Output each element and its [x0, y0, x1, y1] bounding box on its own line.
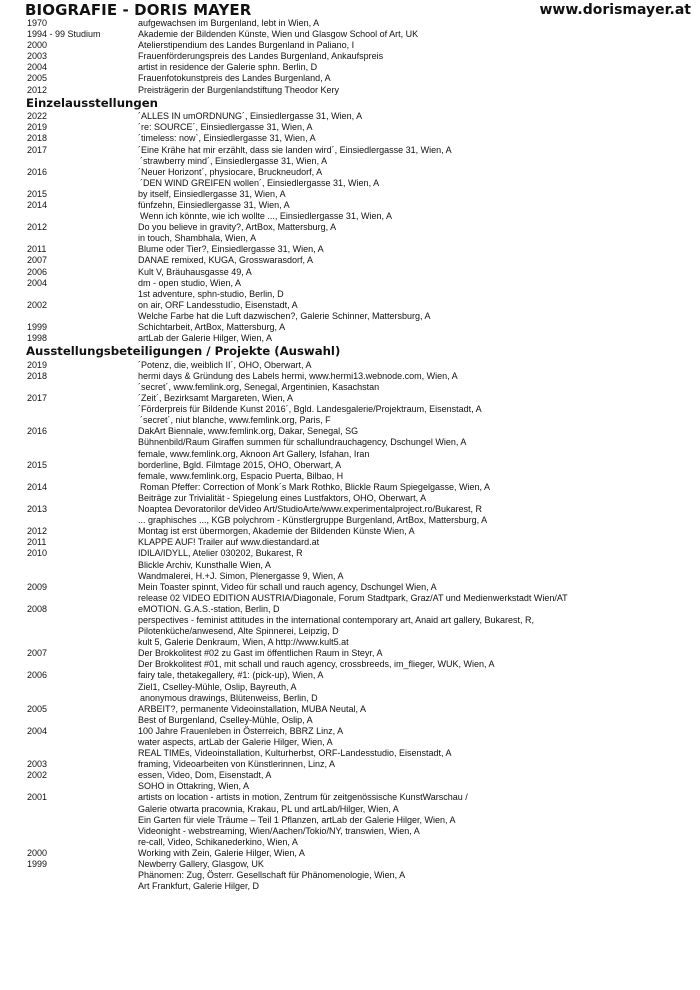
entry-year: 2017 — [27, 144, 48, 155]
list-item — [27, 244, 695, 255]
entry-year: 1994 - 99 Studium — [27, 29, 101, 40]
entry-text: ´Neuer Horizont´, physiocare, Bruckneudorf, A — [138, 166, 323, 177]
entry-text: 100 Jahre Frauenleben in Österreich, BBRZ Linz, A — [138, 725, 344, 736]
entry-text: Noaptea Devoratorilor deVideo Art/StudioArte/www.experimentalproject.ro/Bukarest, R — [138, 504, 483, 515]
entry-text: fairy tale, thetakegallery, #1: (pick-up), Wien, A — [138, 670, 324, 681]
entry-year: 2017 — [27, 393, 48, 404]
list-item — [27, 826, 695, 837]
entry-year: 2001 — [27, 792, 48, 803]
list-item — [27, 859, 695, 870]
list-item — [27, 737, 695, 748]
entry-year: 1999 — [27, 322, 48, 333]
entry-year: 2014 — [27, 481, 48, 492]
biography-content — [27, 18, 695, 892]
entry-text: Welche Farbe hat die Luft dazwischen?, Galerie Schinner, Mattersburg, A — [138, 310, 431, 321]
entry-text: Working with Zein, Galerie Hilger, Wien, A — [138, 847, 305, 858]
entry-text: Frauenfotokunstpreis des Landes Burgenland, A — [138, 73, 331, 84]
entry-text: Der Brokkolitest #02 zu Gast im öffentlichen Raum in Steyr, A — [138, 648, 383, 659]
list-item — [27, 537, 695, 548]
list-item — [27, 460, 695, 471]
entry-year: 2004 — [27, 725, 48, 736]
entry-year: 2016 — [27, 166, 48, 177]
entry-year: 2003 — [27, 51, 48, 62]
list-item — [27, 792, 695, 803]
entry-text: Schichtarbeit, ArtBox, Mattersburg, A — [138, 322, 286, 333]
list-item — [27, 626, 695, 637]
list-item — [27, 548, 695, 559]
entry-text: DakArt Biennale, www.femlink.org, Dakar, Senegal, SG — [138, 426, 359, 437]
list-item — [27, 515, 695, 526]
entry-year: 2007 — [27, 255, 48, 266]
entry-text: Newberry Gallery, Glasgow, UK — [138, 859, 264, 870]
list-item — [27, 693, 695, 704]
section — [27, 344, 695, 892]
entry-text: Kult V, Bräuhausgasse 49, A — [138, 266, 252, 277]
list-item — [27, 482, 695, 493]
entry-text: Wenn ich könnte, wie ich wollte ..., Einsiedlergasse 31, Wien, A — [140, 211, 392, 222]
entry-year: 2006 — [27, 670, 48, 681]
entry-text: Pilotenküche/anwesend, Alte Spinnerei, Leipzig, D — [138, 626, 339, 637]
entry-year: 2000 — [27, 40, 48, 51]
list-item — [27, 815, 695, 826]
list-item — [27, 571, 695, 582]
entry-text: SOHO in Ottakring, Wien, A — [138, 781, 250, 792]
entry-text: ´Zeit´, Bezirksamt Margareten, Wien, A — [138, 393, 294, 404]
entry-text: fünfzehn, Einsiedlergasse 31, Wien, A — [138, 200, 290, 210]
entry-text: dm - open studio, Wien, A — [138, 277, 242, 288]
list-item — [27, 770, 695, 781]
list-item — [27, 582, 695, 593]
entry-text: ´secret´, www.femlink.org, Senegal, Argentinien, Kasachstan — [138, 382, 380, 392]
entry-text: Best of Burgenland, Cselley-Mühle, Oslip, A — [138, 714, 313, 725]
entry-text: Akademie der Bildenden Künste, Wien und Glasgow School of Art, UK — [138, 29, 419, 40]
list-item — [27, 759, 695, 770]
entry-year: 2013 — [27, 504, 48, 515]
list-item — [27, 200, 695, 211]
list-item — [27, 615, 695, 626]
list-item — [27, 837, 695, 848]
entry-year: 1999 — [27, 859, 48, 870]
entry-year: 2012 — [27, 526, 48, 537]
list-item — [27, 604, 695, 615]
list-item — [27, 748, 695, 759]
entry-text: ´DEN WIND GREIFEN wollen´, Einsiedlergasse 31, Wien, A — [140, 177, 380, 188]
entry-text: Beiträge zur Trivialität - Spiegelung eines Lustfaktors, OHO, Oberwart, A — [138, 492, 427, 503]
entry-year: 1998 — [27, 333, 48, 344]
entry-year: 2006 — [27, 266, 48, 277]
entry-text: ´re: SOURCE´, Einsiedlergasse 31, Wien, A — [138, 122, 313, 133]
list-item — [27, 311, 695, 322]
list-item — [27, 881, 695, 892]
list-item — [27, 51, 695, 62]
list-item — [27, 637, 695, 648]
list-item — [27, 289, 695, 300]
list-item — [27, 85, 695, 96]
entry-text: re-call, Video, Schikanederkino, Wien, A — [138, 836, 298, 847]
entry-text: Do you believe in gravity?, ArtBox, Mattersburg, A — [138, 222, 337, 233]
list-item — [27, 73, 695, 84]
list-item — [27, 156, 695, 167]
entry-text: ´timeless: now`, Einsiedlergasse 31, Wien, A — [138, 133, 316, 144]
entry-text: ´Potenz, die, weiblich II´, OHO, Oberwart, A — [138, 359, 312, 370]
list-item — [27, 211, 695, 222]
entry-year: 2012 — [27, 222, 48, 233]
entry-year: 2018 — [27, 370, 48, 381]
list-item — [27, 682, 695, 693]
entry-text: Videonight - webstreaming, Wien/Aachen/Tokio/NY, transwien, Wien, A — [138, 825, 420, 836]
entry-year: 2019 — [27, 122, 48, 133]
entry-text: KLAPPE AUF! Trailer auf www.diestandard.at — [138, 537, 320, 548]
list-item — [27, 504, 695, 515]
list-item — [27, 560, 695, 571]
list-item — [27, 322, 695, 333]
entry-text: Art Frankfurt, Galerie Hilger, D — [138, 881, 260, 892]
list-item — [27, 178, 695, 189]
list-item — [27, 278, 695, 289]
entry-text: in touch, Shambhala, Wien, A — [138, 233, 257, 244]
entry-text: DANAE remixed, KUGA, Grosswarasdorf, A — [138, 255, 314, 266]
entry-year: 2015 — [27, 459, 48, 470]
entry-text: Bühnenbild/Raum Giraffen summen für schallundrauchagency, Dschungel Wien, A — [138, 437, 467, 448]
entry-text: Der Brokkolitest #01, mit schall und rauch agency, crossbreeds, im_flieger, WUK, Wien, A — [138, 659, 495, 670]
entry-year: 2018 — [27, 133, 48, 144]
list-item — [27, 848, 695, 859]
list-item — [27, 715, 695, 726]
list-item — [27, 29, 695, 40]
entry-text: aufgewachsen im Burgenland, lebt in Wien, A — [138, 18, 320, 28]
entry-text: Wandmalerei, H.+J. Simon, Plenergasse 9, Wien, A — [138, 570, 344, 581]
entry-year: 2015 — [27, 188, 48, 199]
list-item — [27, 267, 695, 278]
list-item — [27, 222, 695, 233]
entry-year: 2003 — [27, 759, 48, 770]
section-heading: Ausstellungsbeteiligungen / Projekte (Auswahl) — [26, 344, 341, 359]
list-item — [27, 255, 695, 266]
entry-year: 2019 — [27, 359, 48, 370]
entry-text: Roman Pfeffer: Correction of Monk´s Mark Rothko, Blickle Raum Spiegelgasse, Wien, A — [140, 481, 490, 492]
entry-year: 2012 — [27, 84, 48, 95]
entry-text: eMOTION. G.A.S.-station, Berlin, D — [138, 603, 280, 614]
list-item — [27, 122, 695, 133]
entry-text: ´secret´, niut blanche, www.femlink.org, Paris, F — [140, 415, 331, 426]
entry-text: ´Förderpreis für Bildende Kunst 2016´, Bgld. Landesgalerie/Projektraum, Eisenstadt, A — [138, 404, 482, 415]
list-item — [27, 371, 695, 382]
list-item — [27, 145, 695, 156]
entry-text: essen, Video, Dom, Eisenstadt, A — [138, 770, 272, 781]
entry-year: 2022 — [27, 111, 48, 122]
entry-year: 2010 — [27, 548, 48, 559]
entry-text: kult 5, Galerie Denkraum, Wien, A http://www.kult5.at — [138, 637, 349, 648]
entry-text: Preisträgerin der Burgenlandstiftung Theodor Kery — [138, 84, 339, 95]
entry-text: female, www.femlink.org, Espacio Puerta, Bilbao, H — [138, 470, 344, 481]
page-title: BIOGRAFIE - DORIS MAYER — [25, 1, 252, 19]
entry-year: 2005 — [27, 73, 48, 84]
entry-text: perspectives - feminist attitudes in the international contemporary art, Anaid art gallery, Bukarest, R, — [138, 614, 535, 625]
list-item — [27, 404, 695, 415]
list-item — [27, 393, 695, 404]
list-item — [27, 648, 695, 659]
entry-text: anonymous drawings, Blütenweiss, Berlin, D — [140, 692, 318, 703]
section — [27, 18, 695, 96]
entry-year: 2011 — [27, 537, 47, 548]
entry-text: Atelierstipendium des Landes Burgenland in Paliano, I — [138, 40, 355, 51]
entry-year: 2016 — [27, 426, 48, 437]
entry-text: Mein Toaster spinnt, Video für schall und rauch agency, Dschungel Wien, A — [138, 581, 437, 592]
list-item — [27, 382, 695, 393]
entry-text: hermi days & Gründung des Labels hermi, www.hermi13.webnode.com, Wien, A — [138, 370, 458, 381]
entry-text: Frauenförderungspreis des Landes Burgenland, Ankaufspreis — [138, 51, 384, 62]
entry-text: framing, Videoarbeiten von Künstlerinnen, Linz, A — [138, 759, 335, 770]
website-url: www.dorismayer.at — [539, 2, 691, 18]
entry-text: artist in residence der Galerie sphn. Berlin, D — [138, 62, 318, 73]
entry-text: female, www.femlink.org, Aknoon Art Gallery, Isfahan, Iran — [138, 448, 370, 459]
entry-year: 2004 — [27, 62, 48, 73]
entry-year: 2000 — [27, 847, 48, 858]
list-item — [27, 360, 695, 371]
entry-year: 2007 — [27, 648, 48, 659]
entry-year: 2011 — [27, 244, 47, 255]
list-item — [27, 18, 695, 29]
section — [27, 96, 695, 345]
entry-text: Ein Garten für viele Träume – Teil 1 Pflanzen, artLab der Galerie Hilger, Wien, A — [138, 814, 456, 825]
entry-year: 2002 — [27, 770, 48, 781]
list-item — [27, 233, 695, 244]
list-item — [27, 333, 695, 344]
list-item — [27, 781, 695, 792]
list-item — [27, 167, 695, 178]
entry-year: 2004 — [27, 277, 48, 288]
entry-text: Blume oder Tier?, Einsiedlergasse 31, Wien, A — [138, 244, 324, 255]
list-item — [27, 471, 695, 482]
list-item — [27, 726, 695, 737]
entry-text: by itself, Einsiedlergasse 31, Wien, A — [138, 188, 286, 199]
entry-year: 2005 — [27, 703, 48, 714]
entry-text: Phänomen: Zug, Österr. Gesellschaft für Phänomenologie, Wien, A — [138, 870, 406, 881]
list-item — [27, 493, 695, 504]
list-item — [27, 189, 695, 200]
entry-text: artLab der Galerie Hilger, Wien, A — [138, 333, 273, 344]
entry-year: 1970 — [27, 18, 48, 28]
list-item — [27, 704, 695, 715]
list-item — [27, 40, 695, 51]
list-item — [27, 300, 695, 311]
entry-text: Blickle Archiv, Kunsthalle Wien, A — [138, 559, 271, 570]
list-item — [27, 870, 695, 881]
entry-text: ´strawberry mind´, Einsiedlergasse 31, Wien, A — [140, 155, 328, 166]
entry-text: Ziel1, Cselley-Mühle, Oslip, Bayreuth, A — [138, 681, 297, 692]
entry-text: REAL TIMEs, Videoinstallation, Kulturherbst, ORF-Landesstudio, Eisenstadt, A — [138, 748, 452, 759]
entry-text: on air, ORF Landesstudio, Eisenstadt, A — [138, 299, 298, 310]
entry-text: water aspects, artLab der Galerie Hilger, Wien, A — [138, 737, 333, 747]
list-item — [27, 593, 695, 604]
entry-text: ... graphisches ..., KGB polychrom - Künstlergruppe Burgenland, ArtBox, Mattersburg, A — [138, 515, 488, 526]
section-heading: Einzelausstellungen — [26, 95, 158, 110]
entry-text: release 02 VIDEO EDITION AUSTRIA/Diagonale, Forum Stadtpark, Graz/AT und Medienwerkstadt Wien/AT — [138, 592, 568, 603]
entry-year: 2009 — [27, 581, 48, 592]
list-item — [27, 670, 695, 681]
entry-text: borderline, Bgld. Filmtage 2015, OHO, Oberwart, A — [138, 459, 342, 470]
list-item — [27, 659, 695, 670]
entry-text: Galerie otwarta pracownia, Krakau, PL und artLab/Hilger, Wien, A — [138, 803, 399, 814]
list-item — [27, 415, 695, 426]
entry-text: IDILA/IDYLL, Atelier 030202, Bukarest, R — [138, 548, 303, 559]
entry-year: 2002 — [27, 299, 48, 310]
entry-text: ´ALLES IN umORDNUNG´, Einsiedlergasse 31, Wien, A — [138, 111, 363, 122]
list-item — [27, 62, 695, 73]
list-item — [27, 426, 695, 437]
list-item — [27, 449, 695, 460]
entry-text: ARBEIT?, permanente Videoinstallation, MUBA Neutal, A — [138, 703, 366, 714]
entry-text: artists on location - artists in motion, Zentrum für zeitgenössische KunstWarschau / — [138, 792, 468, 803]
entry-year: 2014 — [27, 200, 48, 210]
list-item — [27, 133, 695, 144]
list-item — [27, 111, 695, 122]
list-item — [27, 804, 695, 815]
entry-year: 2008 — [27, 603, 48, 614]
entry-text: ´Eine Krähe hat mir erzählt, dass sie landen wird´, Einsiedlergasse 31, Wien, A — [138, 144, 452, 155]
list-item — [27, 526, 695, 537]
entry-text: Montag ist erst übermorgen, Akademie der Bildenden Künste Wien, A — [138, 526, 415, 537]
list-item — [27, 437, 695, 448]
entry-text: 1st adventure, sphn-studio, Berlin, D — [138, 288, 284, 299]
